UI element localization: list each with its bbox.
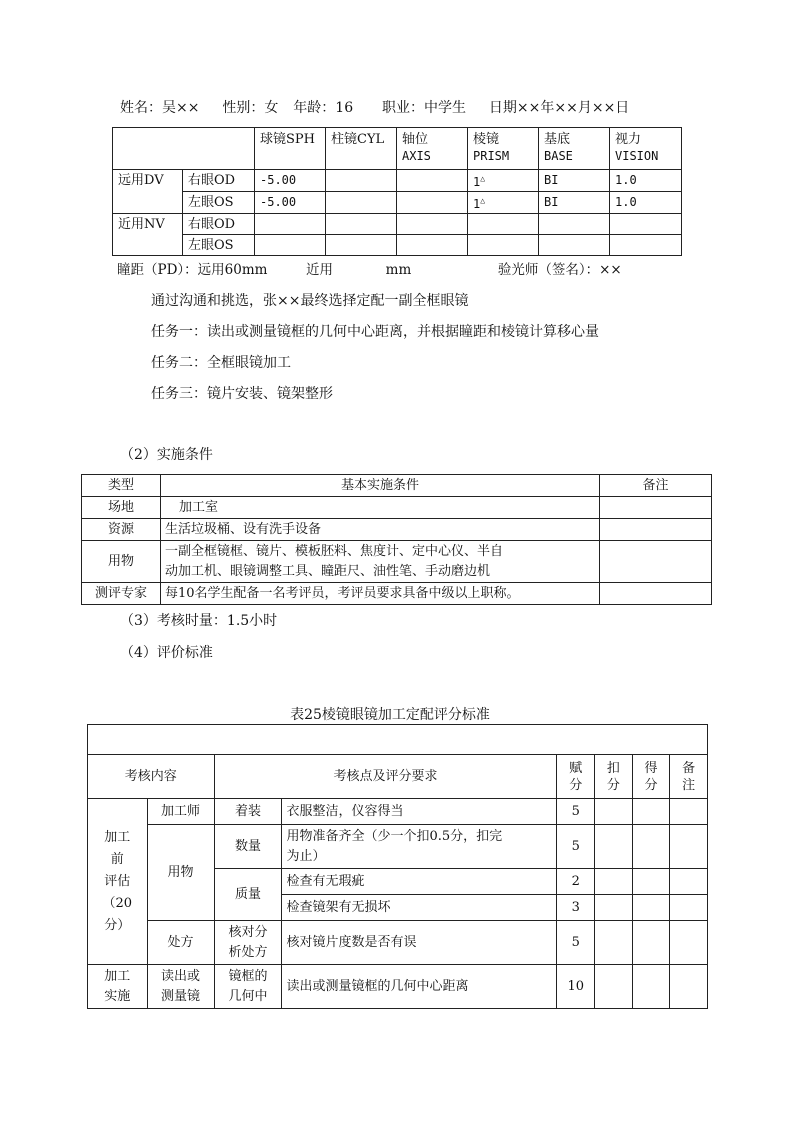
conditions-header-remark: 备注	[600, 475, 712, 497]
rx-nv-os-cyl	[326, 235, 397, 256]
rx-dv-os-cyl	[326, 192, 397, 214]
score-header-requirements: 考核点及评分要求	[214, 755, 557, 799]
pre-eval-label: 加工 前 评估 （20 分）	[88, 799, 148, 965]
score-remark	[670, 799, 708, 825]
score-deduct	[595, 869, 633, 895]
rx-dv-os-vision: 1.0	[610, 192, 682, 214]
rx-nv-od-vision	[610, 214, 682, 235]
rx-nv-od-cyl	[326, 214, 397, 235]
prescription-table	[112, 127, 682, 256]
rx-row-dv-os	[113, 192, 682, 214]
patient-gender: 性别：女	[222, 100, 279, 116]
score-category: 读出或 测量镜	[147, 965, 214, 1009]
rx-dv-od-axis	[397, 170, 468, 192]
score-category: 加工师	[147, 799, 214, 825]
score-deduct	[595, 799, 633, 825]
score-header-content: 考核内容	[88, 755, 215, 799]
section-conditions-title: （2）实施条件	[120, 447, 213, 463]
conditions-remark	[600, 519, 712, 541]
score-points: 10	[557, 965, 595, 1009]
score-deduct	[595, 825, 633, 869]
score-row	[88, 825, 708, 869]
score-remark	[670, 895, 708, 921]
score-subcategory: 核对分 析处方	[214, 921, 282, 965]
patient-age: 年龄：16	[293, 100, 354, 116]
conditions-row	[82, 541, 712, 583]
patient-name: 姓名：吴××	[120, 100, 200, 116]
conditions-content: 生活垃圾桶、设有洗手设备	[161, 519, 600, 541]
score-header-deduct: 扣 分	[595, 755, 633, 799]
exam-date: 日期××年××月××日	[488, 100, 630, 116]
task-one: 任务一：读出或测量镜框的几何中心距离，并根据瞳距和棱镜计算移心量	[151, 324, 599, 340]
score-points: 5	[557, 799, 595, 825]
conditions-row	[82, 497, 712, 519]
rx-header-row	[113, 128, 682, 170]
rx-header-prism: 棱镜 PRISM	[468, 128, 539, 170]
intro-paragraph: 通过沟通和挑选，张××最终选择定配一副全框眼镜	[151, 293, 469, 309]
rx-nv-od-axis	[397, 214, 468, 235]
score-points: 5	[557, 825, 595, 869]
rx-nv-od-base	[539, 214, 610, 235]
task-three: 任务三：镜片安装、镜架整形	[151, 386, 333, 402]
conditions-remark	[600, 541, 712, 583]
score-row	[88, 799, 708, 825]
pd-line	[117, 258, 622, 278]
score-requirement: 检查镜架有无损坏	[282, 895, 557, 921]
rx-nv-od-prism	[468, 214, 539, 235]
conditions-header-type: 类型	[82, 475, 161, 497]
pd-unit: mm	[385, 262, 412, 278]
conditions-header-content: 基本实施条件	[161, 475, 600, 497]
conditions-type: 资源	[82, 519, 161, 541]
score-subcategory: 质量	[214, 869, 282, 921]
rx-header-vision: 视力 VISION	[610, 128, 682, 170]
score-deduct	[595, 921, 633, 965]
score-deduct	[595, 965, 633, 1009]
rx-nv-od-label: 右眼OD	[183, 214, 255, 235]
score-header-points: 赋 分	[557, 755, 595, 799]
conditions-content: 每10名学生配备一名考评员，考评员要求具备中级以上职称。	[161, 583, 600, 605]
score-blank-cell	[88, 725, 708, 755]
score-subcategory: 着装	[214, 799, 282, 825]
score-table	[87, 724, 708, 1009]
rx-os-label: 左眼OS	[183, 192, 255, 214]
patient-info-line	[120, 97, 629, 117]
score-requirement: 用物准备齐全（少一个扣0.5分，扣完 为止）	[282, 825, 557, 869]
score-requirement: 核对镜片度数是否有误	[282, 921, 557, 965]
rx-nv-os-vision	[610, 235, 682, 256]
rx-header-axis: 轴位 AXIS	[397, 128, 468, 170]
score-value	[632, 921, 670, 965]
conditions-remark	[600, 583, 712, 605]
rx-row-nv-os	[113, 235, 682, 256]
conditions-content: 加工室	[161, 497, 600, 519]
score-remark	[670, 965, 708, 1009]
section-evaluation-title: （4）评价标准	[120, 645, 213, 661]
rx-header-base: 基底 BASE	[539, 128, 610, 170]
conditions-content: 一副全框镜框、镜片、模板胚料、焦度计、定中心仪、半自 动加工机、眼镜调整工具、瞳距尺、油性笔、手动磨边机	[161, 541, 600, 583]
rx-dv-os-base: BI	[539, 192, 610, 214]
rx-dv-os-sph: -5.00	[255, 192, 326, 214]
score-remark	[670, 921, 708, 965]
score-header-score: 得 分	[632, 755, 670, 799]
score-header-remark: 备 注	[670, 755, 708, 799]
score-points: 3	[557, 895, 595, 921]
rx-header-sph: 球镜SPH	[255, 128, 326, 170]
score-value	[632, 825, 670, 869]
task-two: 任务二：全框眼镜加工	[151, 355, 291, 371]
score-category: 处方	[147, 921, 214, 965]
score-subcategory: 数量	[214, 825, 282, 869]
score-value	[632, 799, 670, 825]
rx-nv-os-base	[539, 235, 610, 256]
score-remark	[670, 825, 708, 869]
conditions-type: 测评专家	[82, 583, 161, 605]
section-duration-title: （3）考核时量：1.5小时	[120, 613, 278, 629]
rx-distance-label: 远用DV	[113, 170, 183, 214]
score-value	[632, 965, 670, 1009]
pd-distance: 瞳距（PD）：远用60mm	[117, 262, 268, 278]
rx-dv-od-cyl	[326, 170, 397, 192]
rx-dv-od-base: BI	[539, 170, 610, 192]
conditions-type: 用物	[82, 541, 161, 583]
score-value	[632, 895, 670, 921]
rx-nv-os-sph	[255, 235, 326, 256]
score-row	[88, 921, 708, 965]
rx-dv-od-vision: 1.0	[610, 170, 682, 192]
rx-row-nv-od	[113, 214, 682, 235]
score-points: 5	[557, 921, 595, 965]
score-blank-row	[88, 725, 708, 755]
rx-nv-od-sph	[255, 214, 326, 235]
score-category: 用物	[147, 825, 214, 921]
conditions-table	[81, 474, 712, 605]
score-deduct	[595, 895, 633, 921]
rx-near-label: 近用NV	[113, 214, 183, 256]
score-header-row	[88, 755, 708, 799]
patient-job: 职业：中学生	[382, 100, 467, 116]
rx-row-dv-od	[113, 170, 682, 192]
conditions-remark	[600, 497, 712, 519]
score-row	[88, 965, 708, 1009]
rx-dv-os-axis	[397, 192, 468, 214]
conditions-row	[82, 519, 712, 541]
score-value	[632, 869, 670, 895]
conditions-row	[82, 583, 712, 605]
rx-od-label: 右眼OD	[183, 170, 255, 192]
rx-nv-os-label: 左眼OS	[183, 235, 255, 256]
examiner-signature: 验光师（签名）：××	[497, 262, 622, 278]
score-requirement: 检查有无瑕疵	[282, 869, 557, 895]
rx-header-cyl: 柱镜CYL	[326, 128, 397, 170]
score-requirement: 读出或测量镜框的几何中心距离	[282, 965, 557, 1009]
score-main-category: 加工 实施	[88, 965, 148, 1009]
score-subcategory: 镜框的 几何中	[214, 965, 282, 1009]
rx-nv-os-prism	[468, 235, 539, 256]
conditions-type: 场地	[82, 497, 161, 519]
rx-header-blank	[113, 128, 255, 170]
score-table-caption: 表25棱镜眼镜加工定配评分标准	[290, 707, 490, 723]
pd-near: 近用	[306, 262, 334, 278]
rx-dv-od-prism: 1△	[468, 170, 539, 192]
conditions-header-row	[82, 475, 712, 497]
rx-nv-os-axis	[397, 235, 468, 256]
rx-dv-od-sph: -5.00	[255, 170, 326, 192]
score-remark	[670, 869, 708, 895]
score-requirement: 衣服整洁，仪容得当	[282, 799, 557, 825]
rx-dv-os-prism: 1△	[468, 192, 539, 214]
score-points: 2	[557, 869, 595, 895]
